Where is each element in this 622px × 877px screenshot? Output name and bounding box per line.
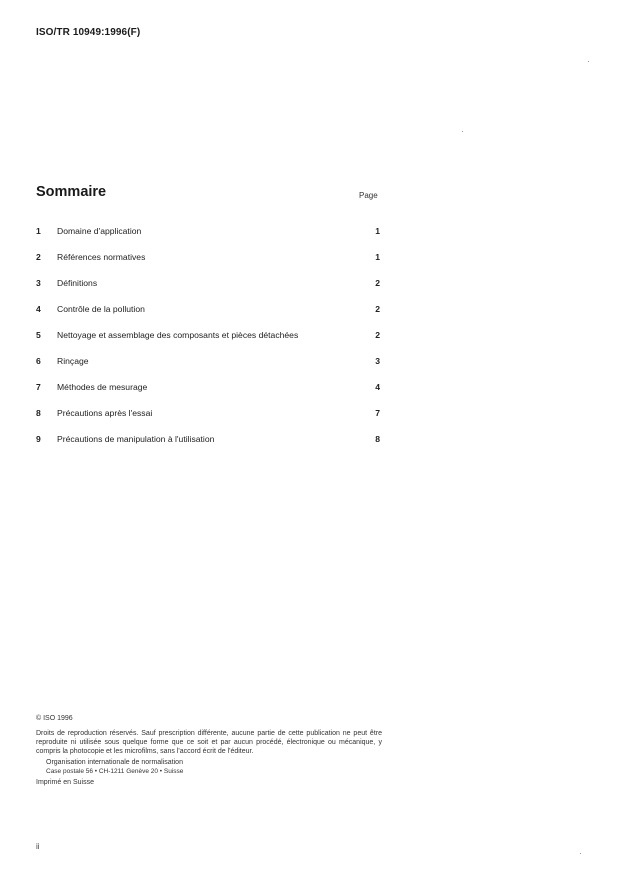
toc-entry-page: 3: [375, 356, 380, 366]
toc-entry-number: 6: [36, 356, 41, 366]
toc-entry-title: Précautions après l'essai: [57, 408, 349, 418]
toc-entry-1[interactable]: [36, 226, 382, 252]
printed-in: Imprimé en Suisse: [36, 779, 94, 786]
toc-entry-page: 1: [375, 252, 380, 262]
toc-entry-9[interactable]: [36, 434, 382, 460]
toc-title: Sommaire: [36, 184, 107, 200]
toc-entry-5[interactable]: [36, 330, 382, 356]
toc-entry-number: 2: [36, 252, 41, 262]
scan-speck: [580, 853, 581, 854]
toc-entry-7[interactable]: [36, 382, 382, 408]
copyright-legal-text: Droits de reproduction réservés. Sauf prescription différente, aucune partie de cette publication ne peut être reproduite ni utilisée sous quelque forme que ce soit et par aucun procédé, électronique ou mécanique, y compris la photocopie et les microfilms, sans l'accord écrit de l'éditeur.: [36, 730, 382, 755]
toc-entry-number: 7: [36, 382, 41, 392]
toc-entry-title: Précautions de manipulation à l'utilisation: [57, 434, 349, 444]
toc-entry-title: Nettoyage et assemblage des composants et pièces détachées: [57, 330, 299, 340]
toc-entry-3[interactable]: [36, 278, 382, 304]
toc-entry-page: 2: [375, 304, 380, 314]
toc-entry-number: 9: [36, 434, 41, 444]
toc-entry-2[interactable]: [36, 252, 382, 278]
toc-entry-number: 1: [36, 226, 41, 236]
page-column-label: Page: [359, 191, 378, 200]
toc-entry-page: 7: [375, 408, 380, 418]
scan-speck: [462, 131, 463, 132]
toc-entry-8[interactable]: [36, 408, 382, 434]
toc-entry-page: 8: [375, 434, 380, 444]
toc-entry-page: 2: [375, 330, 380, 340]
copyright-block: [36, 714, 382, 787]
toc-entry-4[interactable]: [36, 304, 382, 330]
toc-entry-number: 5: [36, 330, 41, 340]
publisher-address: [46, 758, 382, 776]
toc-entry-page: 4: [375, 382, 380, 392]
publisher-name: Organisation internationale de normalisation: [46, 759, 183, 766]
toc-entry-title: Rinçage: [57, 356, 349, 366]
page-number: ii: [36, 842, 40, 851]
toc-entry-title: Domaine d'application: [57, 226, 349, 236]
toc-entry-page: 2: [375, 278, 380, 288]
toc-entry-number: 8: [36, 408, 41, 418]
toc-entry-title: Contrôle de la pollution: [57, 304, 349, 314]
table-of-contents: [36, 226, 382, 460]
toc-entry-number: 4: [36, 304, 41, 314]
scan-speck: [588, 61, 589, 62]
toc-entry-6[interactable]: [36, 356, 382, 382]
toc-entry-title: Méthodes de mesurage: [57, 382, 349, 392]
copyright-notice: © ISO 1996: [36, 715, 73, 722]
toc-entry-title: Définitions: [57, 278, 349, 288]
publisher-postal-address: Case postale 56 • CH-1211 Genève 20 • Suisse: [46, 768, 184, 775]
toc-entry-number: 3: [36, 278, 41, 288]
toc-entry-page: 1: [375, 226, 380, 236]
toc-entry-title: Références normatives: [57, 252, 349, 262]
document-id: ISO/TR 10949:1996(F): [36, 27, 141, 38]
